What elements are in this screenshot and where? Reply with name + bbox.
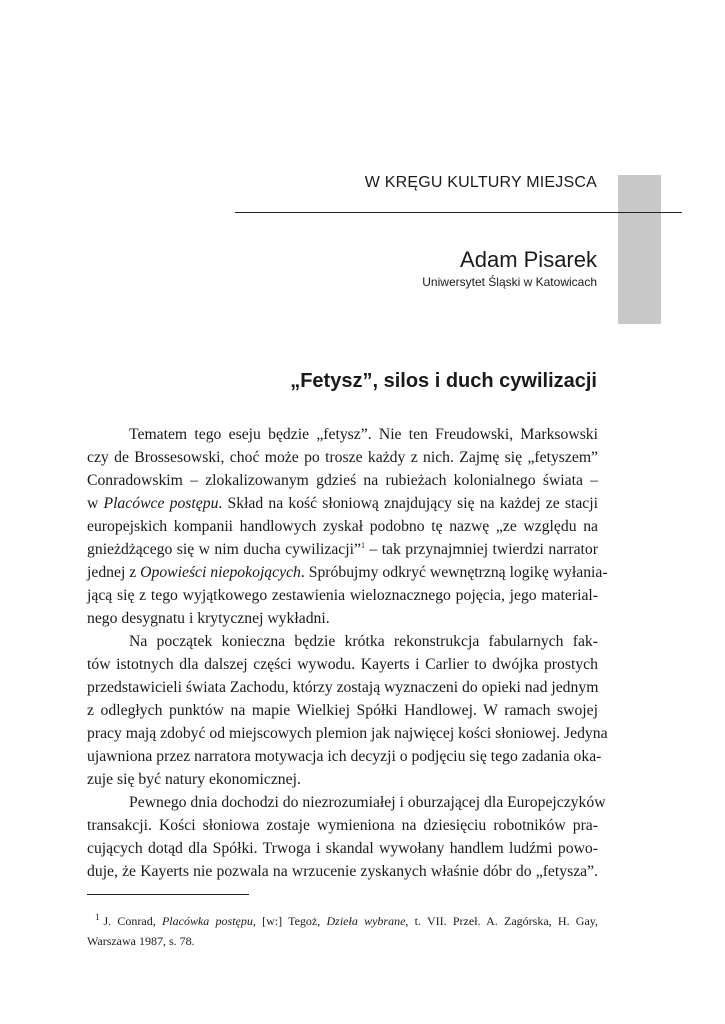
text-line (87, 561, 608, 584)
text-line: Na początek konieczna będzie krótka rekonstrukcja fabularnych fak- (129, 633, 598, 650)
text-line (87, 538, 598, 561)
text-line: zuje się być natury ekonomicznej. (87, 771, 301, 788)
text-line: Tematem tego eseju będzie „fetysz”. Nie ten Freudowski, Marksowski (129, 426, 598, 443)
text-line: czy de Brossesowski, choć może po trosze każdy z nich. Zajmę się „fetyszem” (87, 449, 598, 466)
text-line: Conradowskim – zlokalizowanym gdzieś na rubieżach kolonialnego świata – (87, 472, 598, 489)
text-line: europejskich kompanii handlowych zyskał podobno tę nazwę „ze względu na (87, 518, 598, 535)
header-rule (235, 212, 682, 213)
text-line: pracy mają zdobyć od miejscowych plemion jak najwięcej kości słoniowej. Jedyna (87, 725, 608, 742)
text-line: nego desygnatu i krytycznej wykładni. (87, 610, 330, 627)
author-affiliation: Uniwersytet Śląski w Katowicach (422, 275, 597, 289)
text-span: J. Conrad, (103, 914, 162, 928)
paragraph-1 (87, 423, 608, 630)
article-body (87, 423, 608, 883)
footnote-ref[interactable]: 1 (360, 540, 365, 550)
paragraph-2 (87, 630, 608, 791)
text-span: w (87, 495, 104, 512)
text-span: . Spróbujmy odkryć wewnętrzną logikę wyłania- (300, 564, 608, 581)
text-line: z odległych punktów na mapie Wielkiej Spółki Handlowej. W ramach swojej (87, 702, 598, 719)
text-line: przedstawicieli świata Zachodu, którzy zostają wyznaczeni do opieki nad jednym (87, 679, 599, 696)
text-span: jednej z (87, 564, 141, 581)
text-line: ujawniona przez narratora motywacja ich decyzji o podjęciu się tego zadania oka- (87, 748, 602, 765)
text-line: jącą się z tego wyjątkowego zestawienia wieloznacznego pojęcia, jego material- (87, 587, 598, 604)
section-title: W KRĘGU KULTURY MIEJSCA (364, 174, 597, 191)
text-line: cujących dotąd dla Spółki. Trwoga i skandal wywołany handlem ludźmi powo- (87, 840, 598, 857)
footnote-number: 1 (95, 912, 100, 922)
footnote-rule (87, 894, 249, 895)
text-span: gnieżdżącego się w nim ducha cywilizacji” (87, 541, 361, 558)
footnote-line (87, 911, 598, 931)
text-span: , t. VII. Przeł. A. Zagórska, H. Gay, (405, 914, 599, 928)
author-name: Adam Pisarek (460, 247, 597, 272)
italic-title: Dzieła wybrane (326, 914, 406, 928)
text-line (87, 492, 598, 515)
italic-title: Placówka postępu (161, 914, 253, 928)
text-span: , [w:] Tegoż, (252, 914, 327, 928)
text-line: tów istotnych dla dalszej części wywodu. Kayerts i Carlier to dwójka prostych (87, 656, 598, 673)
paragraph-3 (87, 791, 606, 883)
footnote-line: Warszawa 1987, s. 78. (87, 934, 195, 948)
text-line: Pewnego dnia dochodzi do niezrozumiałej i oburzającej dla Europejczyków (129, 794, 606, 811)
text-span: . Skład na kość słoniową znajdujący się na każdej ze stacji (218, 495, 598, 512)
footnote (87, 911, 598, 951)
article-title: „Fetysz”, silos i duch cywilizacji (290, 370, 597, 392)
chapter-tab-marker (618, 175, 661, 324)
text-line: transakcji. Kości słoniowa zostaje wymieniona na dziesięciu robotników pra- (87, 817, 598, 834)
text-span: – tak przynajmniej twierdzi narrator (364, 541, 598, 558)
text-line: duje, że Kayerts nie pozwala na wrzucenie zyskanych właśnie dóbr do „fetysza”. (87, 863, 598, 880)
italic-title: Opowieści niepokojących (140, 564, 301, 581)
italic-title: Placówce postępu (103, 495, 219, 512)
